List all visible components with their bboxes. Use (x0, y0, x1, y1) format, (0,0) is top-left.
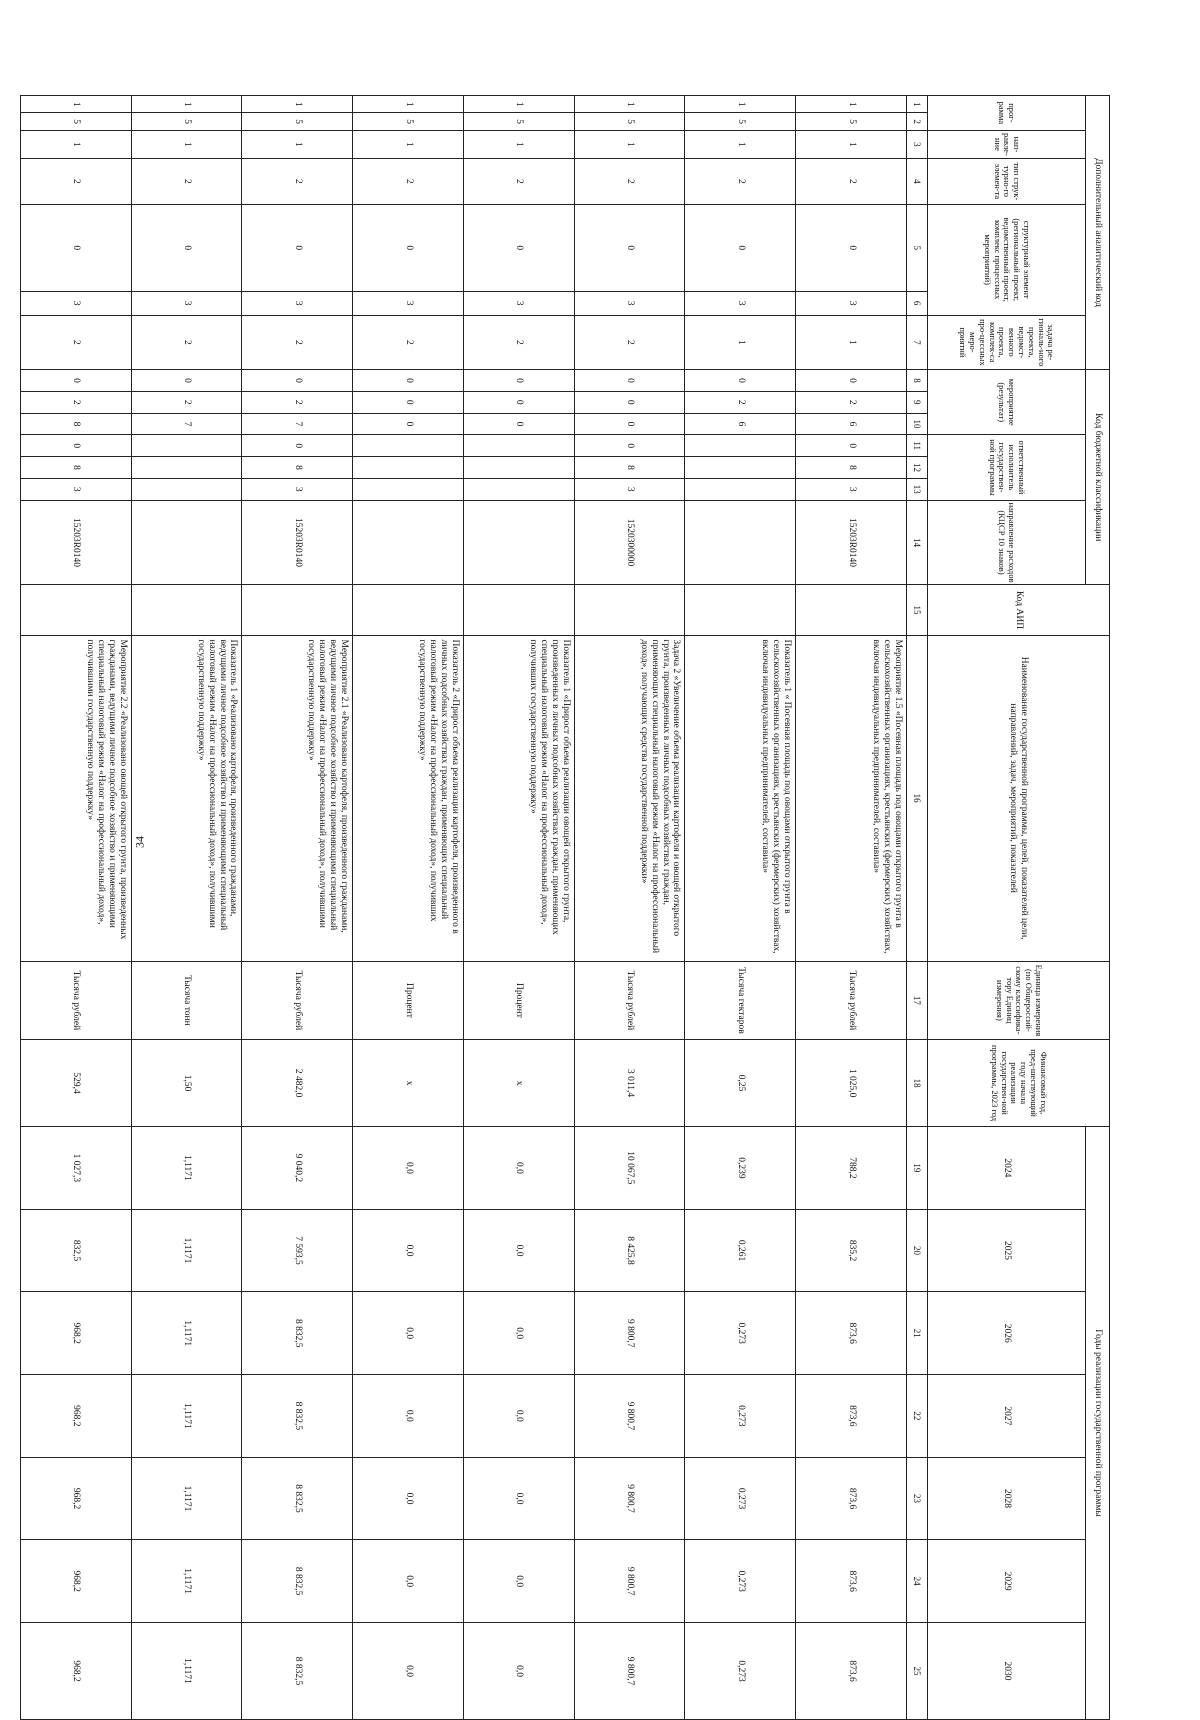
unit-cell: Процент (464, 961, 575, 1039)
code-cell-c6: 3 (464, 291, 575, 315)
code-cell-c1: 1 (21, 96, 132, 113)
code-cell-c3: 1 (21, 130, 132, 158)
year-value-cell: 0,0 (353, 1127, 464, 1210)
unit-cell: Тысяча рублей (796, 961, 907, 1039)
year-value-cell: 0,0 (464, 1209, 575, 1292)
year-value-cell: 7 593,5 (242, 1209, 353, 1292)
program-table-sheet (20, 95, 1110, 1720)
table-row (242, 96, 353, 1720)
code-cell-c7: 2 (574, 315, 685, 369)
code-cell-c5: 0 (464, 204, 575, 291)
code-cell-c2: 5 (574, 113, 685, 130)
year-value-cell: 0,0 (353, 1375, 464, 1458)
header-years-group: Годы реализации государственной программы (1086, 1127, 1110, 1720)
unit-cell: Тысяча тонн (131, 961, 242, 1039)
code-cell-c12: 8 (796, 457, 907, 479)
year-value-cell: 1,1171 (131, 1127, 242, 1210)
code-cell-c4: 2 (574, 159, 685, 205)
header-structure-element: структурный элемент (региональный проект, ведомственный проект, комплекс процессных мероприятий) (928, 204, 1086, 315)
header-fin-year: Финансовый год, пред-шествующий году начала реализации государствен-ной программы, 2023 год (928, 1040, 1110, 1127)
code-cell-aip (353, 585, 464, 635)
code-cell-kcsr (685, 500, 796, 585)
code-cell-c4: 2 (21, 159, 132, 205)
code-cell-c12 (685, 457, 796, 479)
code-cell-c7: 2 (242, 315, 353, 369)
code-cell-c12 (353, 457, 464, 479)
column-number: 3 (907, 130, 928, 158)
column-number: 10 (907, 413, 928, 435)
code-cell-c3: 1 (131, 130, 242, 158)
code-cell-c3: 1 (685, 130, 796, 158)
column-number: 7 (907, 315, 928, 369)
base-year-cell: 1 025,0 (796, 1040, 907, 1127)
code-cell-c6: 3 (796, 291, 907, 315)
year-value-cell: 1,1171 (131, 1457, 242, 1540)
code-cell-c2: 5 (685, 113, 796, 130)
code-cell-c3: 1 (242, 130, 353, 158)
code-cell-c4: 2 (685, 159, 796, 205)
year-value-cell: 9 800,7 (574, 1292, 685, 1375)
year-value-cell: 0,273 (685, 1292, 796, 1375)
code-cell-c13: 3 (21, 478, 132, 500)
year-value-cell: 873,6 (796, 1375, 907, 1458)
code-cell-c13 (131, 478, 242, 500)
code-cell-c4: 2 (131, 159, 242, 205)
header-program: прог-рамма (928, 96, 1086, 131)
row-name-cell: Мероприятие 2.2 «Реализовано овощей открытого грунта, произведенных гражданами, ведущими личное подсобное хозяйство и применяющими специальный налоговый режим «Налог на профессиональный доход», получившими государственную поддержку» (21, 635, 132, 961)
code-cell-c9: 2 (796, 391, 907, 413)
code-cell-c1: 1 (242, 96, 353, 113)
code-cell-c12: 8 (242, 457, 353, 479)
year-value-cell: 968,2 (21, 1292, 132, 1375)
year-value-cell: 873,6 (796, 1623, 907, 1720)
header-measure: мероприятие (результат) (928, 370, 1086, 435)
year-value-cell: 968,2 (21, 1540, 132, 1623)
year-value-cell: 835,2 (796, 1209, 907, 1292)
column-number: 2 (907, 113, 928, 130)
header-year-2026: 2026 (928, 1292, 1086, 1375)
code-cell-c10: 0 (464, 413, 575, 435)
header-budget-classification: Код бюджетной классификации (1086, 370, 1110, 585)
header-year-2025: 2025 (928, 1209, 1086, 1292)
column-number: 16 (907, 635, 928, 961)
code-cell-c5: 0 (131, 204, 242, 291)
year-value-cell: 0,273 (685, 1457, 796, 1540)
code-cell-c9: 2 (242, 391, 353, 413)
code-cell-c5: 0 (685, 204, 796, 291)
year-value-cell: 8 832,5 (242, 1540, 353, 1623)
code-cell-c8: 0 (21, 370, 132, 392)
table-row (131, 96, 242, 1720)
column-number: 13 (907, 478, 928, 500)
row-name-cell: Показатель 1 «Прирост объема реализации овощей открытого грунта, произведенных в личных подсобных хозяйствах граждан, применяющих специальный налоговый режим «Налог на профессиональный доход», получивших государственную поддержку» (464, 635, 575, 961)
year-value-cell: 1,1171 (131, 1375, 242, 1458)
year-value-cell: 1,1171 (131, 1623, 242, 1720)
code-cell-c2: 5 (464, 113, 575, 130)
column-numbers-row (907, 96, 928, 1720)
code-cell-c1: 1 (131, 96, 242, 113)
code-cell-c6: 3 (242, 291, 353, 315)
code-cell-c13: 3 (796, 478, 907, 500)
code-cell-c8: 0 (574, 370, 685, 392)
column-number: 17 (907, 961, 928, 1039)
code-cell-aip (796, 585, 907, 635)
code-cell-c10: 7 (131, 413, 242, 435)
base-year-cell: 3 011,4 (574, 1040, 685, 1127)
table-row (796, 96, 907, 1720)
column-number: 20 (907, 1209, 928, 1292)
year-value-cell: 968,2 (21, 1375, 132, 1458)
code-cell-kcsr: 1520300000 (574, 500, 685, 585)
code-cell-kcsr (464, 500, 575, 585)
code-cell-c2: 5 (131, 113, 242, 130)
page-number: 34 (132, 836, 147, 848)
header-direction: нап-равле-ние (928, 130, 1086, 158)
year-value-cell: 1,1171 (131, 1540, 242, 1623)
code-cell-c2: 5 (796, 113, 907, 130)
code-cell-c8: 0 (353, 370, 464, 392)
column-number: 19 (907, 1127, 928, 1210)
code-cell-c3: 1 (574, 130, 685, 158)
table-row (574, 96, 685, 1720)
code-cell-c9: 0 (464, 391, 575, 413)
code-cell-c5: 0 (242, 204, 353, 291)
code-cell-aip (574, 585, 685, 635)
row-name-cell: Показатель 1 « Посевная площадь под овощами открытого грунта в сельскохозяйственных организациях, крестьянских (фермерских) хозяйствах, включая индивидуальных предпринимателей, составила» (685, 635, 796, 961)
year-value-cell: 873,6 (796, 1292, 907, 1375)
column-number: 9 (907, 391, 928, 413)
year-value-cell: 8 832,5 (242, 1292, 353, 1375)
code-cell-kcsr (353, 500, 464, 585)
code-cell-c10: 0 (574, 413, 685, 435)
code-cell-c6: 3 (685, 291, 796, 315)
code-cell-c12 (131, 457, 242, 479)
code-cell-c3: 1 (796, 130, 907, 158)
column-number: 11 (907, 435, 928, 457)
year-value-cell: 0,0 (464, 1540, 575, 1623)
code-cell-c12 (464, 457, 575, 479)
code-cell-c9: 2 (21, 391, 132, 413)
code-cell-c12: 8 (21, 457, 132, 479)
column-number: 24 (907, 1540, 928, 1623)
year-value-cell: 0,261 (685, 1209, 796, 1292)
code-cell-kcsr (131, 500, 242, 585)
year-value-cell: 8 832,5 (242, 1457, 353, 1540)
code-cell-kcsr: 15203R0140 (21, 500, 132, 585)
column-number: 6 (907, 291, 928, 315)
base-year-cell: 2 482,0 (242, 1040, 353, 1127)
code-cell-c5: 0 (21, 204, 132, 291)
row-name-cell: Мероприятие 2.1 «Реализовано картофеля, произведенного гражданами, ведущими личное подсобное хозяйство и применяющими специальный налоговый режим «Налог на профессиональный доход», получившими государственную поддержку» (242, 635, 353, 961)
column-number: 18 (907, 1040, 928, 1127)
table-row (21, 96, 132, 1720)
header-structure-type: тип струк-турно-го элемен-та (928, 159, 1086, 205)
year-value-cell: 832,5 (21, 1209, 132, 1292)
row-name-cell: Задача 2 «Увеличение объема реализации картофеля и овощей открытого грунта, произведенных в личных подсобных хозяйствах граждан, применяющих специальный налоговый режим «Налог на профессиональный доход», получающих средства государственной поддержки» (574, 635, 685, 961)
year-value-cell: 0,0 (353, 1623, 464, 1720)
header-year-2024: 2024 (928, 1127, 1086, 1210)
year-value-cell: 8 832,5 (242, 1375, 353, 1458)
table-body (21, 96, 907, 1720)
column-number: 8 (907, 370, 928, 392)
code-cell-c5: 0 (353, 204, 464, 291)
code-cell-c8: 0 (796, 370, 907, 392)
column-number: 25 (907, 1623, 928, 1720)
year-value-cell: 0,0 (464, 1457, 575, 1540)
row-name-cell: Мероприятие 1.5 «Посевная площадь под овощами открытого грунта в сельскохозяйственных организациях, крестьянских (фермерских) хозяйствах, включая индивидуальных предпринимателей, составила» (796, 635, 907, 961)
code-cell-aip (131, 585, 242, 635)
code-cell-c9: 2 (685, 391, 796, 413)
code-cell-c12: 8 (574, 457, 685, 479)
row-name-cell: Показатель 1 «Реализовано картофеля, произведенного гражданами, ведущими личное подсобное хозяйство и применяющими специальный налоговый режим «Налог на профессиональный доход», получившими государственную поддержку» (131, 635, 242, 961)
code-cell-c13 (685, 478, 796, 500)
year-value-cell: 0,273 (685, 1375, 796, 1458)
code-cell-kcsr: 15203R0140 (796, 500, 907, 585)
base-year-cell: 1,50 (131, 1040, 242, 1127)
header-task: задача ре-гиональ-ного проекта, ведомст-венного проекта, комплек-са про-цессных меро-приятий (928, 315, 1086, 369)
code-cell-c6: 3 (353, 291, 464, 315)
code-cell-c6: 3 (574, 291, 685, 315)
year-value-cell: 0,0 (464, 1292, 575, 1375)
year-value-cell: 968,2 (21, 1457, 132, 1540)
base-year-cell: x (353, 1040, 464, 1127)
code-cell-c13: 3 (242, 478, 353, 500)
code-cell-c11 (464, 435, 575, 457)
code-cell-c13: 3 (574, 478, 685, 500)
code-cell-c9: 0 (574, 391, 685, 413)
code-cell-c4: 2 (464, 159, 575, 205)
unit-cell: Тысяча гектаров (685, 961, 796, 1039)
code-cell-c11: 0 (574, 435, 685, 457)
code-cell-c10: 6 (796, 413, 907, 435)
code-cell-c5: 0 (574, 204, 685, 291)
unit-cell: Тысяча рублей (21, 961, 132, 1039)
header-additional-code: Дополнительный аналитический код (1086, 96, 1110, 370)
column-number: 4 (907, 159, 928, 205)
code-cell-aip (685, 585, 796, 635)
code-cell-c9: 2 (131, 391, 242, 413)
header-unit: Единица измерения (по Общероссий-скому классифика-тору Единиц измерения) (928, 961, 1110, 1039)
year-value-cell: 0,0 (353, 1457, 464, 1540)
code-cell-c9: 0 (353, 391, 464, 413)
code-cell-c7: 2 (353, 315, 464, 369)
year-value-cell: 788,2 (796, 1127, 907, 1210)
code-cell-c8: 0 (242, 370, 353, 392)
column-number: 23 (907, 1457, 928, 1540)
code-cell-c1: 1 (796, 96, 907, 113)
code-cell-c1: 1 (574, 96, 685, 113)
code-cell-c4: 2 (796, 159, 907, 205)
code-cell-c11: 0 (242, 435, 353, 457)
code-cell-c5: 0 (796, 204, 907, 291)
year-value-cell: 0,0 (464, 1375, 575, 1458)
code-cell-aip (21, 585, 132, 635)
header-name: Наименование государственной программы, целей, показателей цели, направлений, задач, мероприятий, показателей (928, 635, 1110, 961)
base-year-cell: 0,25 (685, 1040, 796, 1127)
code-cell-kcsr: 15203R0140 (242, 500, 353, 585)
code-cell-c10: 7 (242, 413, 353, 435)
column-number: 22 (907, 1375, 928, 1458)
year-value-cell: 0,273 (685, 1540, 796, 1623)
code-cell-c3: 1 (353, 130, 464, 158)
base-year-cell: 529,4 (21, 1040, 132, 1127)
year-value-cell: 0,0 (464, 1623, 575, 1720)
header-expense-direction: направление расходов (КЦСР 10 знаков) (928, 500, 1086, 585)
row-name-cell: Показатель 2 «Прирост объема реализации картофеля, произведенного в личных подсобных хозяйствах граждан, применяющих специальный налоговый режим «Налог на профессиональный доход», получивших государственную поддержку» (353, 635, 464, 961)
year-value-cell: 1,1171 (131, 1292, 242, 1375)
year-value-cell: 8 832,5 (242, 1623, 353, 1720)
code-cell-c7: 1 (796, 315, 907, 369)
code-cell-c11 (353, 435, 464, 457)
year-value-cell: 873,6 (796, 1540, 907, 1623)
column-number: 14 (907, 500, 928, 585)
code-cell-c3: 1 (464, 130, 575, 158)
code-cell-c6: 3 (131, 291, 242, 315)
column-number: 12 (907, 457, 928, 479)
year-value-cell: 9 800,7 (574, 1540, 685, 1623)
year-value-cell: 0,0 (353, 1540, 464, 1623)
code-cell-c8: 0 (131, 370, 242, 392)
year-value-cell: 968,2 (21, 1623, 132, 1720)
column-number: 1 (907, 96, 928, 113)
header-aip-code: Код АИП (928, 585, 1110, 635)
code-cell-c1: 1 (685, 96, 796, 113)
base-year-cell: x (464, 1040, 575, 1127)
year-value-cell: 0,273 (685, 1623, 796, 1720)
table-row (464, 96, 575, 1720)
table-row (685, 96, 796, 1720)
code-cell-c10: 6 (685, 413, 796, 435)
year-value-cell: 873,6 (796, 1457, 907, 1540)
code-cell-c7: 2 (131, 315, 242, 369)
header-year-2029: 2029 (928, 1540, 1086, 1623)
code-cell-c7: 2 (21, 315, 132, 369)
year-value-cell: 9 040,2 (242, 1127, 353, 1210)
table-row (353, 96, 464, 1720)
year-value-cell: 0,0 (464, 1127, 575, 1210)
code-cell-c11 (685, 435, 796, 457)
code-cell-c10: 8 (21, 413, 132, 435)
code-cell-c13 (464, 478, 575, 500)
year-value-cell: 1 027,3 (21, 1127, 132, 1210)
code-cell-c2: 5 (242, 113, 353, 130)
code-cell-c11: 0 (796, 435, 907, 457)
code-cell-c4: 2 (353, 159, 464, 205)
code-cell-c11 (131, 435, 242, 457)
code-cell-c4: 2 (242, 159, 353, 205)
unit-cell: Тысяча рублей (574, 961, 685, 1039)
code-cell-c1: 1 (464, 96, 575, 113)
code-cell-c1: 1 (353, 96, 464, 113)
column-number: 21 (907, 1292, 928, 1375)
unit-cell: Тысяча рублей (242, 961, 353, 1039)
code-cell-c7: 2 (464, 315, 575, 369)
year-value-cell: 1,1171 (131, 1209, 242, 1292)
year-value-cell: 9 800,7 (574, 1375, 685, 1458)
code-cell-c7: 1 (685, 315, 796, 369)
year-value-cell: 8 425,8 (574, 1209, 685, 1292)
header-year-2027: 2027 (928, 1375, 1086, 1458)
unit-cell: Процент (353, 961, 464, 1039)
header-year-2030: 2030 (928, 1623, 1086, 1720)
header-year-2028: 2028 (928, 1457, 1086, 1540)
year-value-cell: 0,0 (353, 1292, 464, 1375)
code-cell-c2: 5 (21, 113, 132, 130)
year-value-cell: 0,0 (353, 1209, 464, 1292)
code-cell-c2: 5 (353, 113, 464, 130)
header-executor: ответственный исполнитель государствен-ной программы (928, 435, 1086, 500)
code-cell-c8: 0 (685, 370, 796, 392)
year-value-cell: 10 067,5 (574, 1127, 685, 1210)
code-cell-c13 (353, 478, 464, 500)
year-value-cell: 9 800,7 (574, 1457, 685, 1540)
program-indicators-table (20, 95, 1110, 1720)
column-number: 5 (907, 204, 928, 291)
year-value-cell: 9 800,7 (574, 1623, 685, 1720)
code-cell-c6: 3 (21, 291, 132, 315)
year-value-cell: 0,239 (685, 1127, 796, 1210)
column-number: 15 (907, 585, 928, 635)
code-cell-c10: 0 (353, 413, 464, 435)
code-cell-c11: 0 (21, 435, 132, 457)
code-cell-aip (242, 585, 353, 635)
code-cell-aip (464, 585, 575, 635)
code-cell-c8: 0 (464, 370, 575, 392)
